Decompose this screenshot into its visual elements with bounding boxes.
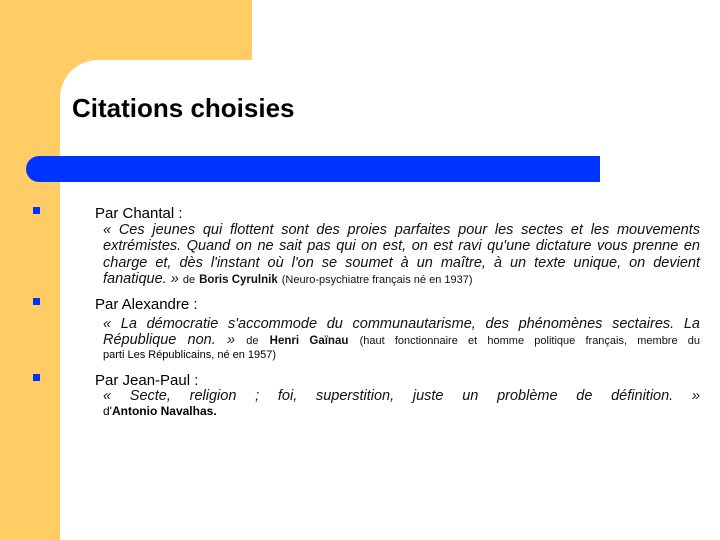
bullet-marker-3 (33, 374, 40, 381)
quote-1-text: « Ces jeunes qui flottent sont des proies parfaites pour les sectes et les mouvements extrémistes. Quand on ne sait pas qui on est, on est ravi qu'une dictature vous prenne en charge et, dès l'instant où l'on se soumet à un maître, à un texte unique, on devient fanatique. » (103, 222, 700, 288)
quote-3-by: d' (103, 404, 112, 418)
bullet-marker-1 (33, 207, 40, 214)
quote-2-by: de (246, 335, 259, 348)
quote-2-block (103, 316, 700, 350)
left-accent-strip (0, 0, 60, 540)
bullet-marker-2 (33, 298, 40, 305)
slide-title: Citations choisies (72, 93, 295, 123)
title-underline-bar (26, 156, 600, 182)
quote-2-text: « La démocratie s'accommode du communautarisme, des phénomènes sectaires. La République non. » (103, 316, 700, 349)
quote-3-credit (103, 404, 217, 418)
quote-2-heading: Par Alexandre : (95, 296, 198, 313)
quote-2-author-detail: (haut fonctionnaire et homme politique français, membre du (359, 335, 701, 348)
quote-3-text: « Secte, religion ; foi, superstition, juste un problème de définition. » (103, 388, 700, 404)
quote-3-author: Antonio Navalhas. (111, 404, 217, 418)
quote-2-author-detail-cont: parti Les Républicains, né en 1957) (103, 349, 277, 361)
quote-2-author: Henri Gaïnau (269, 335, 349, 348)
quote-1-author-detail: (Neuro-psychiatre français né en 1937) (281, 274, 473, 287)
quote-3-heading: Par Jean-Paul : (95, 372, 199, 389)
quote-1-author: Boris Cyrulnik (199, 274, 278, 287)
quote-1-heading: Par Chantal : (95, 205, 183, 222)
quote-1-by: de (182, 274, 196, 287)
quote-1-block (103, 222, 700, 289)
